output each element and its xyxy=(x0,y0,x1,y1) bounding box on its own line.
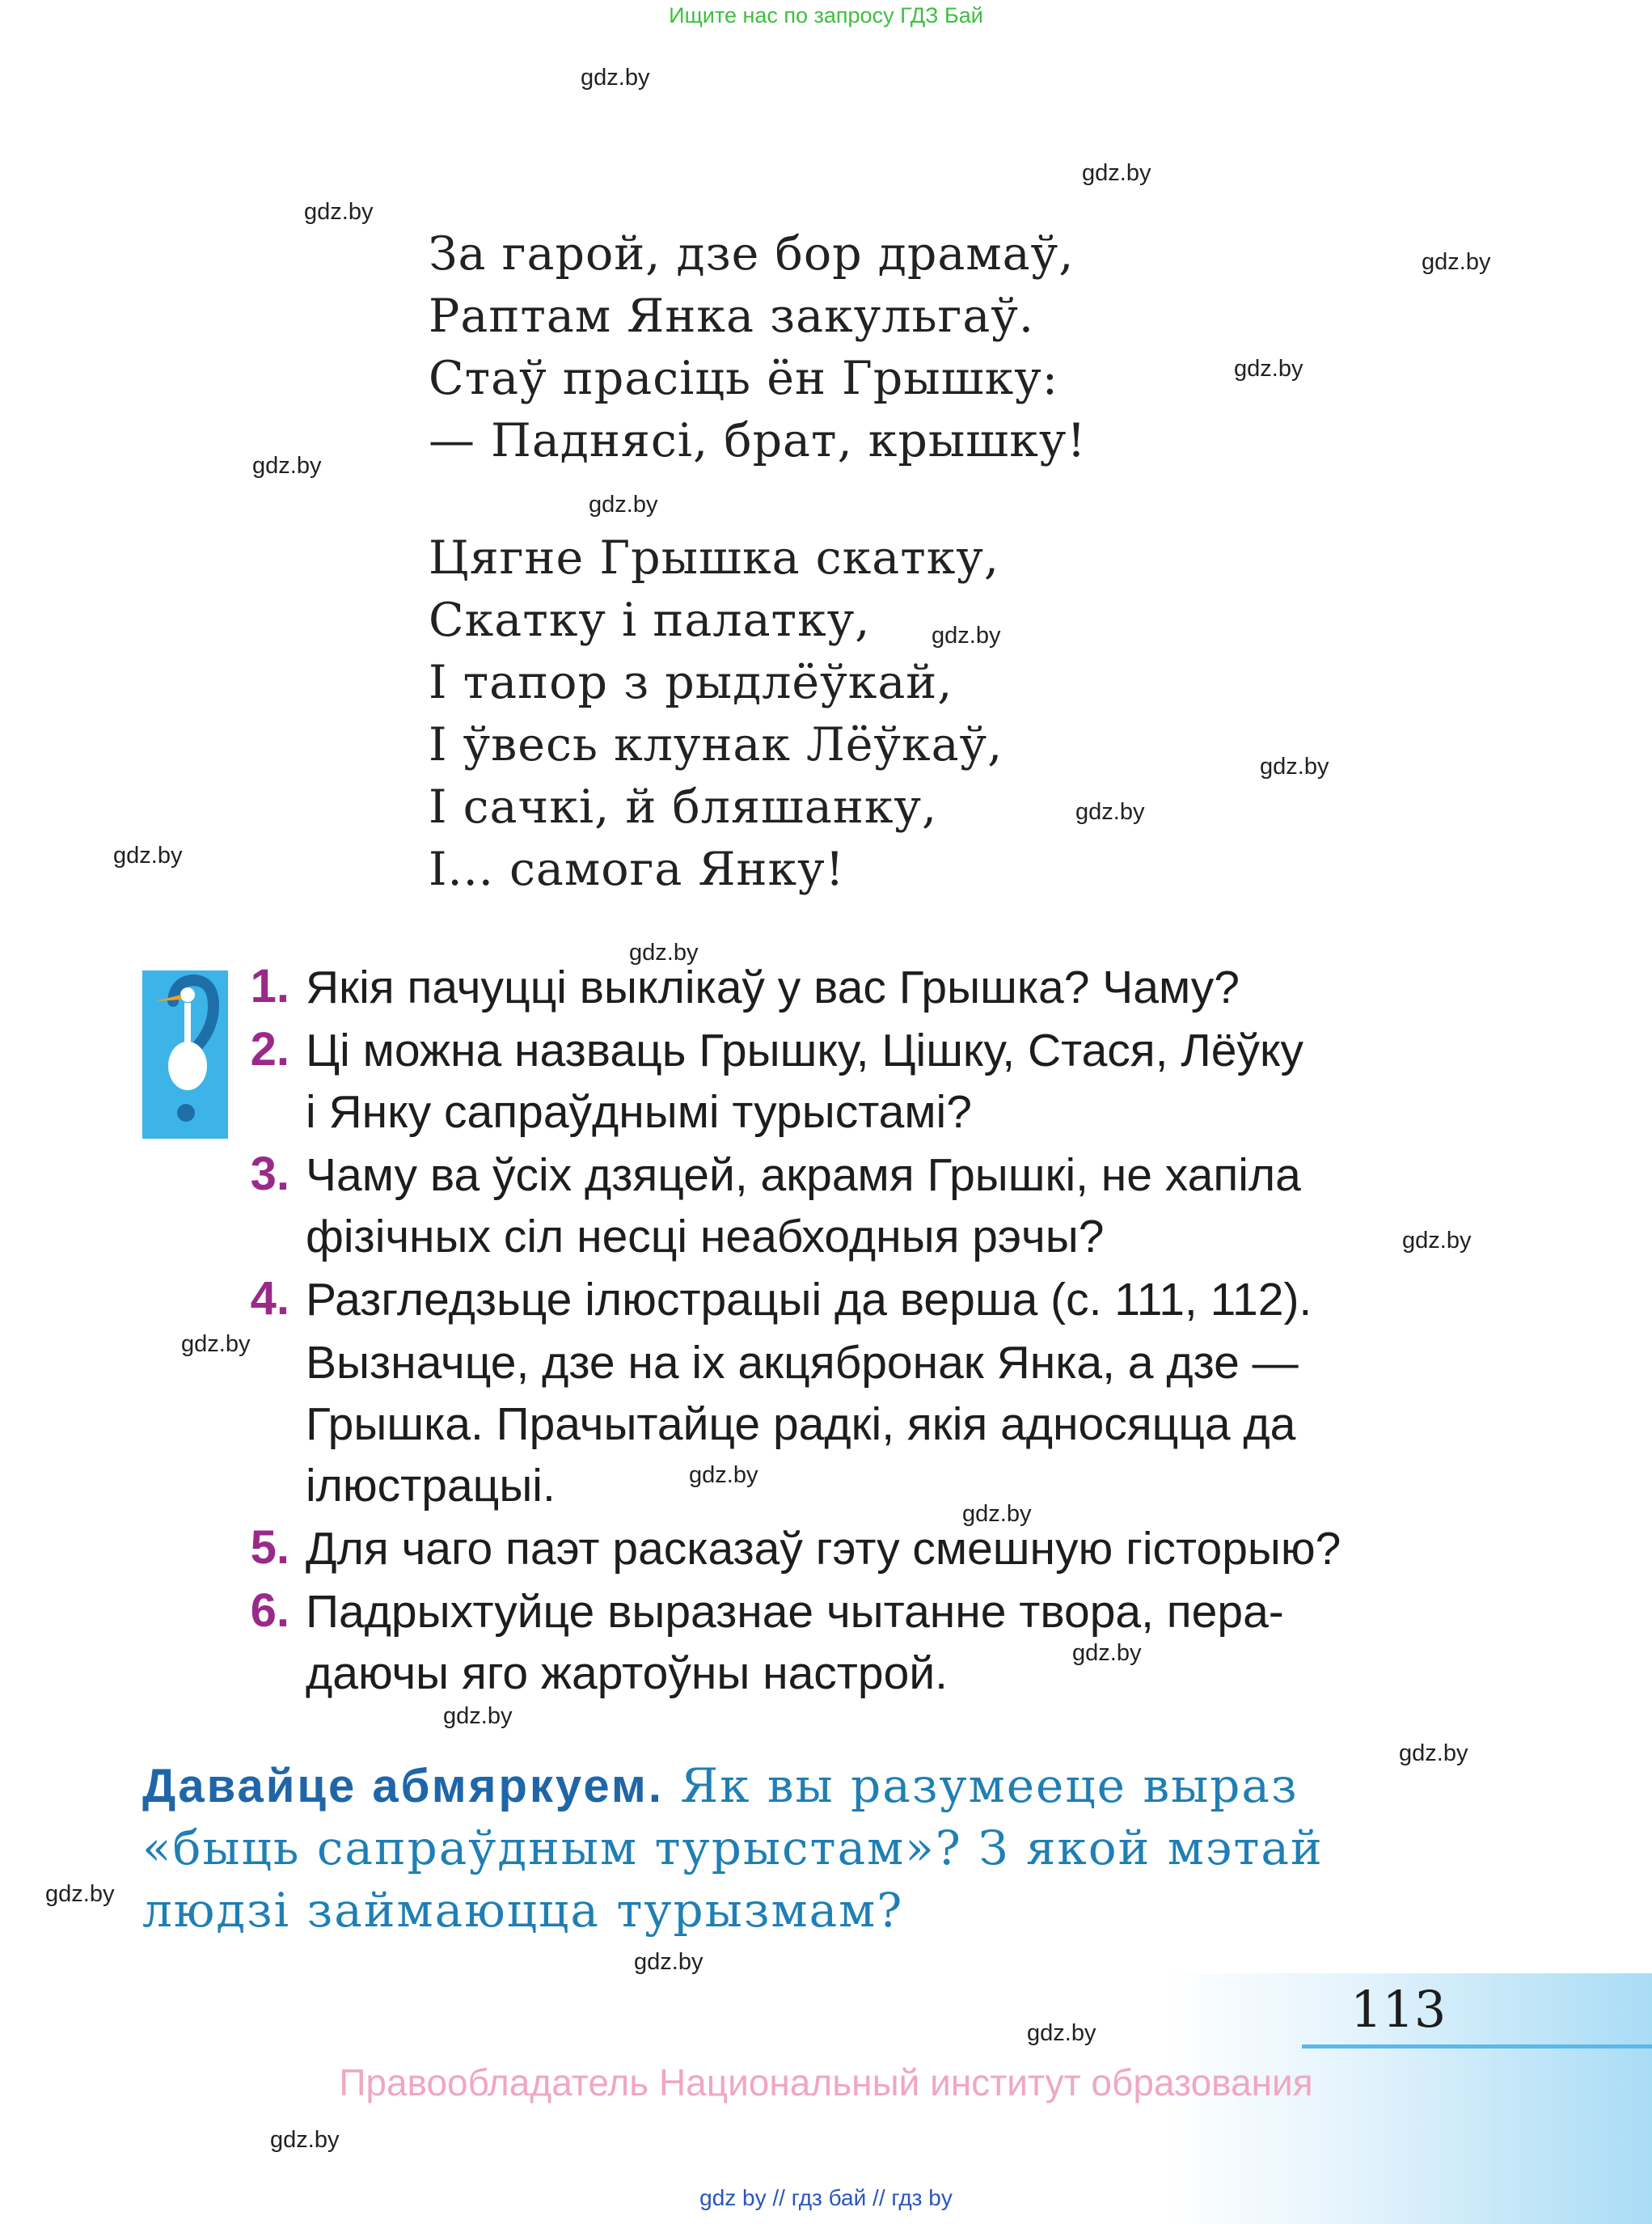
question-text: ілюстрацыі. xyxy=(306,1460,556,1512)
question-number: 1. xyxy=(250,960,289,1013)
poem-line: І тапор з рыдлёўкай, xyxy=(429,656,953,709)
question-text: Для чаго паэт расказаў гэту смешную гісторыю? xyxy=(306,1523,1341,1575)
watermark: gdz.by xyxy=(1075,799,1145,825)
page-number-rule xyxy=(1302,2044,1652,2049)
discussion-label: Давайце абмяркуем. xyxy=(142,1760,664,1812)
watermark: gdz.by xyxy=(252,453,322,479)
poem-line: Стаў прасіць ён Грышку: xyxy=(429,352,1059,405)
question-text: даючы яго жартоўны настрой. xyxy=(306,1647,948,1699)
question-mark-stork-icon xyxy=(142,970,228,1139)
watermark: gdz.by xyxy=(1422,249,1491,275)
watermark: gdz.by xyxy=(589,492,658,518)
question-text: Разгледзьце ілюстрацыі да верша (с. 111, 112). xyxy=(306,1274,1312,1326)
watermark: gdz.by xyxy=(181,1331,251,1357)
poem-line: І сачкі, й бляшанку, xyxy=(429,780,938,834)
watermark: gdz.by xyxy=(443,1703,513,1729)
poem-line: Раптам Янка закульгаў. xyxy=(429,290,1035,343)
question-text: Вызначце, дзе на іх акцябронак Янка, а дзе — xyxy=(306,1337,1299,1389)
top-banner: Ищите нас по запросу ГДЗ Бай xyxy=(669,3,983,27)
question-text: Чаму ва ўсіх дзяцей, акрамя Грышкі, не хапіла xyxy=(306,1149,1301,1201)
poem-line: Цягне Грышка скатку, xyxy=(429,531,1000,585)
watermark: gdz.by xyxy=(1402,1228,1472,1254)
question-number: 5. xyxy=(250,1521,289,1574)
watermark: gdz.by xyxy=(1260,754,1329,780)
watermark: gdz.by xyxy=(304,199,374,225)
question-text: і Янку сапраўднымі турыстамі? xyxy=(306,1086,972,1138)
question-text: фізічных сіл несці неабходныя рэчы? xyxy=(306,1211,1105,1262)
poem-stanza-2 xyxy=(429,527,1003,901)
watermark: gdz.by xyxy=(689,1462,758,1488)
watermark: gdz.by xyxy=(962,1501,1032,1527)
question-mark-stork-icon xyxy=(142,970,228,1139)
watermark: gdz.by xyxy=(932,623,1001,649)
question-number: 4. xyxy=(250,1272,289,1325)
poem-line: Скатку і палатку, xyxy=(429,594,871,647)
discussion-block xyxy=(142,1755,1452,1942)
watermark: gdz.by xyxy=(634,1949,703,1975)
discussion-text: Як вы разумееце выраз «быць сапраўдным турыстам»? З якой мэтай людзі займаюцца турызмам? xyxy=(142,1758,1324,1938)
question-number: 6. xyxy=(250,1584,289,1637)
poem-line: І ўвесь клунак Лёўкаў, xyxy=(429,718,1003,772)
watermark: gdz.by xyxy=(1072,1640,1142,1666)
watermark: gdz.by xyxy=(629,940,699,966)
copyright-footer: Правообладатель Национальный институт образования xyxy=(339,2061,1313,2103)
poem-line: За гарой, дзе бор драмаў, xyxy=(429,227,1075,281)
page-number: 113 xyxy=(1350,1980,1447,2039)
poem-stanza-1 xyxy=(429,223,1086,472)
watermark: gdz.by xyxy=(113,843,183,869)
watermark: gdz.by xyxy=(1234,356,1303,382)
question-number: 3. xyxy=(250,1148,289,1200)
watermark: gdz.by xyxy=(1082,160,1151,186)
question-text: Падрыхтуйце выразнае чытанне твора, пера- xyxy=(306,1586,1284,1638)
watermark: gdz.by xyxy=(45,1881,115,1907)
question-text: Ці можна назваць Грышку, Цішку, Стася, Лёўку xyxy=(306,1025,1304,1076)
question-text: Грышка. Прачытайце радкі, якія адносяцца да xyxy=(306,1398,1296,1450)
question-number: 2. xyxy=(250,1023,289,1076)
bottom-links[interactable]: gdz by // гдз бай // гдз by xyxy=(699,2185,953,2210)
watermark: gdz.by xyxy=(1027,2020,1096,2046)
watermark: gdz.by xyxy=(1399,1740,1468,1766)
question-text: Якія пачуцці выклікаў у вас Грышка? Чаму? xyxy=(306,962,1240,1013)
poem-line: І... самога Янку! xyxy=(429,843,845,896)
watermark: gdz.by xyxy=(581,65,650,91)
watermark: gdz.by xyxy=(270,2127,340,2153)
poem-line: — Паднясі, брат, крышку! xyxy=(429,414,1087,467)
